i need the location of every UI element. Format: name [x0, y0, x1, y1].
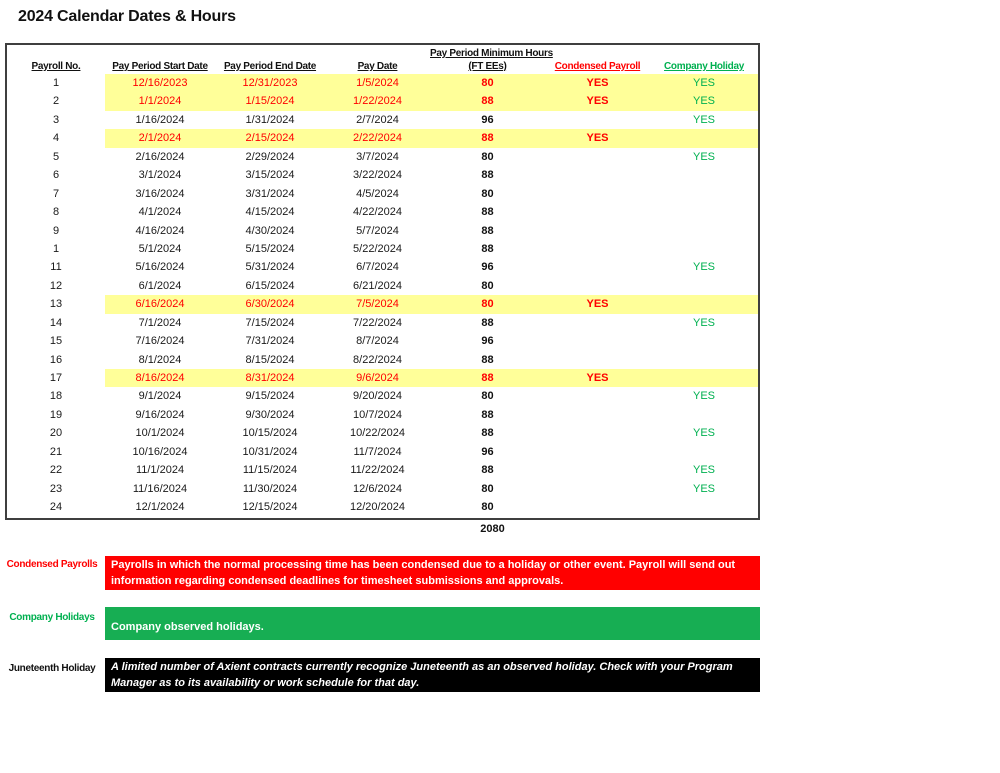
pay-date-cell: 9/6/2024 [325, 369, 430, 387]
table-row [7, 258, 758, 276]
end-date-cell: 6/15/2024 [245, 279, 295, 292]
pay-date-cell: 12/6/2024 [353, 482, 402, 495]
condensed-payroll-cell: YES [545, 74, 650, 92]
condensed-payroll-cell [545, 111, 650, 129]
table-row [7, 166, 758, 184]
table-row [7, 148, 758, 166]
pay-date-cell: 2/7/2024 [356, 113, 399, 126]
minimum-hours-cell: 80 [481, 279, 494, 292]
minimum-hours-cell: 88 [430, 92, 545, 110]
start-date-cell: 8/16/2024 [105, 369, 215, 387]
table-row [7, 498, 758, 516]
condensed-payroll-cell [545, 314, 650, 332]
minimum-hours-cell: 80 [481, 187, 494, 200]
end-date-cell: 9/30/2024 [245, 408, 295, 421]
table-row [7, 185, 758, 203]
condensed-payroll-cell [545, 351, 650, 369]
condensed-payroll-cell [545, 424, 650, 442]
pay-date-cell: 8/22/2024 [353, 353, 402, 366]
end-date-cell: 6/30/2024 [215, 295, 325, 313]
start-date-cell: 1/1/2024 [105, 92, 215, 110]
minimum-hours-cell: 88 [481, 224, 494, 237]
condensed-payroll-cell [545, 387, 650, 405]
start-date-cell: 6/1/2024 [138, 279, 182, 292]
table-row [7, 461, 758, 479]
minimum-hours-cell: 88 [430, 369, 545, 387]
pay-date-cell: 11/22/2024 [350, 464, 405, 477]
end-date-cell: 2/29/2024 [245, 150, 295, 163]
company-holiday-cell: YES [692, 150, 715, 163]
pay-date-cell: 6/21/2024 [353, 279, 402, 292]
condensed-payroll-cell [545, 148, 650, 166]
payroll-no-cell: 1 [52, 242, 60, 255]
payroll-no-cell: 17 [7, 369, 105, 387]
minimum-hours-cell: 96 [481, 113, 494, 126]
condensed-payroll-cell [545, 240, 650, 258]
condensed-payroll-cell [545, 277, 650, 295]
end-date-cell: 4/30/2024 [245, 224, 295, 237]
column-header-start-date: Pay Period Start Date [112, 61, 208, 72]
table-row [7, 277, 758, 295]
minimum-hours-cell: 96 [481, 445, 494, 458]
total-hours: 2080 [480, 523, 505, 535]
start-date-cell: 12/16/2023 [105, 74, 215, 92]
company-holiday-cell [650, 498, 758, 516]
pay-date-cell: 2/22/2024 [325, 129, 430, 147]
company-holiday-cell [650, 406, 758, 424]
company-holiday-cell [650, 332, 758, 350]
legend-juneteenth-holiday-description: A limited number of Axient contracts currently recognize Juneteenth as an observed holiday. Check with your Program Manager as to its availability or work schedule for that day. [105, 658, 760, 692]
company-holiday-cell: YES [692, 316, 715, 329]
pay-date-cell: 4/5/2024 [356, 187, 399, 200]
payroll-no-cell: 13 [7, 295, 105, 313]
pay-date-cell: 5/22/2024 [353, 242, 402, 255]
minimum-hours-cell: 88 [481, 169, 494, 182]
company-holiday-cell: YES [692, 261, 715, 274]
condensed-payroll-cell [545, 222, 650, 240]
condensed-payroll-cell: YES [545, 92, 650, 110]
table-row [7, 92, 758, 110]
pay-date-cell: 5/7/2024 [356, 224, 399, 237]
end-date-cell: 5/31/2024 [245, 261, 295, 274]
minimum-hours-cell: 80 [430, 74, 545, 92]
end-date-cell: 12/15/2024 [242, 501, 298, 514]
pay-date-cell: 12/20/2024 [349, 501, 406, 514]
company-holiday-cell: YES [650, 74, 758, 92]
start-date-cell: 10/1/2024 [135, 427, 185, 440]
pay-date-cell: 4/22/2024 [353, 206, 402, 219]
company-holiday-cell [650, 166, 758, 184]
minimum-hours-cell: 80 [430, 295, 545, 313]
minimum-hours-cell: 88 [481, 316, 494, 329]
minimum-hours-cell: 96 [481, 335, 494, 348]
end-date-cell: 7/31/2024 [245, 335, 295, 348]
payroll-no-cell: 7 [52, 187, 60, 200]
condensed-payroll-cell [545, 203, 650, 221]
end-date-cell: 1/15/2024 [215, 92, 325, 110]
legend-company-holidays-description [105, 607, 760, 640]
payroll-no-cell: 18 [49, 390, 63, 403]
payroll-no-cell: 3 [52, 113, 60, 126]
page-title: 2024 Calendar Dates & Hours [18, 8, 236, 25]
column-header-end-date: Pay Period End Date [223, 61, 317, 72]
start-date-cell: 5/16/2024 [135, 261, 185, 274]
payroll-no-cell: 9 [52, 224, 60, 237]
start-date-cell: 11/16/2024 [132, 482, 188, 495]
end-date-cell: 8/31/2024 [215, 369, 325, 387]
table-body [7, 74, 758, 517]
start-date-cell: 4/1/2024 [138, 206, 182, 219]
payroll-no-cell: 22 [49, 464, 63, 477]
company-holiday-cell [650, 222, 758, 240]
minimum-hours-cell: 80 [481, 150, 494, 163]
pay-date-cell: 3/22/2024 [353, 169, 402, 182]
column-header-company-holiday: Company Holiday [664, 61, 744, 72]
pay-date-cell: 6/7/2024 [356, 261, 399, 274]
end-date-cell: 9/15/2024 [245, 390, 295, 403]
company-holiday-cell: YES [650, 92, 758, 110]
table-row [7, 129, 758, 147]
end-date-cell: 11/15/2024 [242, 464, 298, 477]
minimum-hours-cell: 88 [481, 353, 494, 366]
company-holiday-cell [650, 185, 758, 203]
condensed-payroll-cell [545, 480, 650, 498]
payroll-no-cell: 11 [50, 261, 62, 274]
payroll-table [5, 43, 760, 520]
table-row [7, 314, 758, 332]
pay-date-cell: 7/5/2024 [325, 295, 430, 313]
table-row [7, 351, 758, 369]
company-holiday-cell [650, 295, 758, 313]
pay-date-cell: 10/7/2024 [353, 408, 402, 421]
end-date-cell: 8/15/2024 [245, 353, 295, 366]
end-date-cell: 1/31/2024 [245, 113, 295, 126]
payroll-no-cell: 23 [49, 482, 63, 495]
payroll-no-cell: 21 [49, 445, 63, 458]
pay-date-cell: 9/20/2024 [353, 390, 402, 403]
table-header [7, 45, 758, 74]
table-row [7, 240, 758, 258]
column-header-ft-ees: (FT EEs) [468, 61, 507, 72]
payroll-no-cell: 15 [49, 335, 63, 348]
start-date-cell: 11/1/2024 [135, 464, 185, 477]
payroll-no-cell: 5 [52, 150, 60, 163]
minimum-hours-cell: 88 [481, 464, 494, 477]
start-date-cell: 7/1/2024 [138, 316, 182, 329]
payroll-no-cell: 16 [49, 353, 63, 366]
minimum-hours-cell: 80 [481, 390, 494, 403]
pay-date-cell: 7/22/2024 [353, 316, 402, 329]
table-row [7, 203, 758, 221]
payroll-no-cell: 1 [7, 74, 105, 92]
table-row [7, 369, 758, 387]
minimum-hours-cell: 88 [481, 242, 494, 255]
minimum-hours-cell: 80 [481, 482, 494, 495]
payroll-no-cell: 19 [49, 408, 63, 421]
column-header-pay-date: Pay Date [357, 61, 398, 72]
start-date-cell: 4/16/2024 [135, 224, 185, 237]
start-date-cell: 9/16/2024 [135, 408, 185, 421]
condensed-payroll-cell [545, 443, 650, 461]
start-date-cell: 8/1/2024 [138, 353, 182, 366]
payroll-no-cell: 6 [52, 169, 60, 182]
end-date-cell: 3/31/2024 [245, 187, 295, 200]
end-date-cell: 10/31/2024 [242, 445, 298, 458]
table-row [7, 222, 758, 240]
table-row [7, 332, 758, 350]
condensed-payroll-cell [545, 498, 650, 516]
company-holiday-cell: YES [692, 482, 715, 495]
table-row [7, 74, 758, 92]
minimum-hours-cell: 88 [481, 427, 494, 440]
condensed-payroll-cell: YES [545, 129, 650, 147]
start-date-cell: 9/1/2024 [138, 390, 182, 403]
condensed-payroll-cell [545, 332, 650, 350]
legend-condensed-payrolls-description: Payrolls in which the normal processing time has been condensed due to a holiday or other event. Payroll will send out information regarding condensed deadlines for timesheet submissions and approvals. [105, 556, 760, 590]
start-date-cell: 6/16/2024 [105, 295, 215, 313]
table-row [7, 295, 758, 313]
condensed-payroll-cell [545, 258, 650, 276]
pay-date-cell: 11/7/2024 [353, 445, 402, 458]
minimum-hours-cell: 88 [481, 408, 494, 421]
payroll-no-cell: 2 [7, 92, 105, 110]
end-date-cell: 3/15/2024 [245, 169, 295, 182]
table-row [7, 406, 758, 424]
end-date-cell: 2/15/2024 [215, 129, 325, 147]
company-holiday-cell: YES [692, 464, 715, 477]
company-holiday-cell: YES [692, 427, 715, 440]
end-date-cell: 5/15/2024 [245, 242, 295, 255]
pay-date-cell: 3/7/2024 [356, 150, 399, 163]
payroll-no-cell: 8 [52, 206, 60, 219]
end-date-cell: 10/15/2024 [242, 427, 298, 440]
condensed-payroll-cell [545, 166, 650, 184]
condensed-payroll-cell [545, 406, 650, 424]
company-holiday-cell [650, 240, 758, 258]
end-date-cell: 12/31/2023 [215, 74, 325, 92]
end-date-cell: 7/15/2024 [245, 316, 295, 329]
start-date-cell: 3/1/2024 [138, 169, 182, 182]
start-date-cell: 2/1/2024 [105, 129, 215, 147]
company-holiday-cell: YES [692, 113, 715, 126]
payroll-no-cell: 4 [7, 129, 105, 147]
company-holiday-cell [650, 129, 758, 147]
start-date-cell: 5/1/2024 [138, 242, 182, 255]
condensed-payroll-cell: YES [545, 295, 650, 313]
end-date-cell: 11/30/2024 [242, 482, 298, 495]
table-row [7, 480, 758, 498]
pay-date-cell: 8/7/2024 [356, 335, 399, 348]
minimum-hours-cell: 88 [430, 129, 545, 147]
condensed-payroll-cell: YES [545, 369, 650, 387]
company-holiday-cell: YES [692, 390, 715, 403]
start-date-cell: 7/16/2024 [135, 335, 185, 348]
legend-company-holidays-label: Company Holidays [9, 612, 95, 623]
table-row [7, 424, 758, 442]
company-holiday-cell [650, 369, 758, 387]
minimum-hours-cell: 96 [481, 261, 494, 274]
payroll-no-cell: 14 [49, 316, 63, 329]
legend-company-holidays-text: Company observed holidays. [111, 621, 264, 633]
start-date-cell: 3/16/2024 [135, 187, 185, 200]
column-header-minimum-hours-group: Pay Period Minimum Hours [430, 48, 553, 59]
minimum-hours-cell: 80 [481, 501, 494, 514]
start-date-cell: 1/16/2024 [135, 113, 185, 126]
condensed-payroll-cell [545, 185, 650, 203]
table-row [7, 387, 758, 405]
column-header-condensed-payroll: Condensed Payroll [554, 61, 641, 72]
condensed-payroll-cell [545, 461, 650, 479]
company-holiday-cell [650, 277, 758, 295]
legend-condensed-payrolls-label: Condensed Payrolls [6, 559, 98, 570]
start-date-cell: 2/16/2024 [135, 150, 185, 163]
pay-date-cell: 1/5/2024 [325, 74, 430, 92]
table-row [7, 111, 758, 129]
pay-date-cell: 10/22/2024 [349, 427, 406, 440]
payroll-no-cell: 12 [49, 279, 63, 292]
legend-juneteenth-holiday-label: Juneteenth Holiday [8, 663, 96, 674]
pay-date-cell: 1/22/2024 [325, 92, 430, 110]
company-holiday-cell [650, 443, 758, 461]
table-row [7, 443, 758, 461]
minimum-hours-cell: 88 [481, 206, 494, 219]
start-date-cell: 12/1/2024 [135, 501, 185, 514]
company-holiday-cell [650, 203, 758, 221]
payroll-no-cell: 20 [49, 427, 63, 440]
end-date-cell: 4/15/2024 [245, 206, 295, 219]
payroll-no-cell: 24 [49, 501, 63, 514]
company-holiday-cell [650, 351, 758, 369]
column-header-payroll-no: Payroll No. [31, 61, 81, 72]
start-date-cell: 10/16/2024 [132, 445, 188, 458]
